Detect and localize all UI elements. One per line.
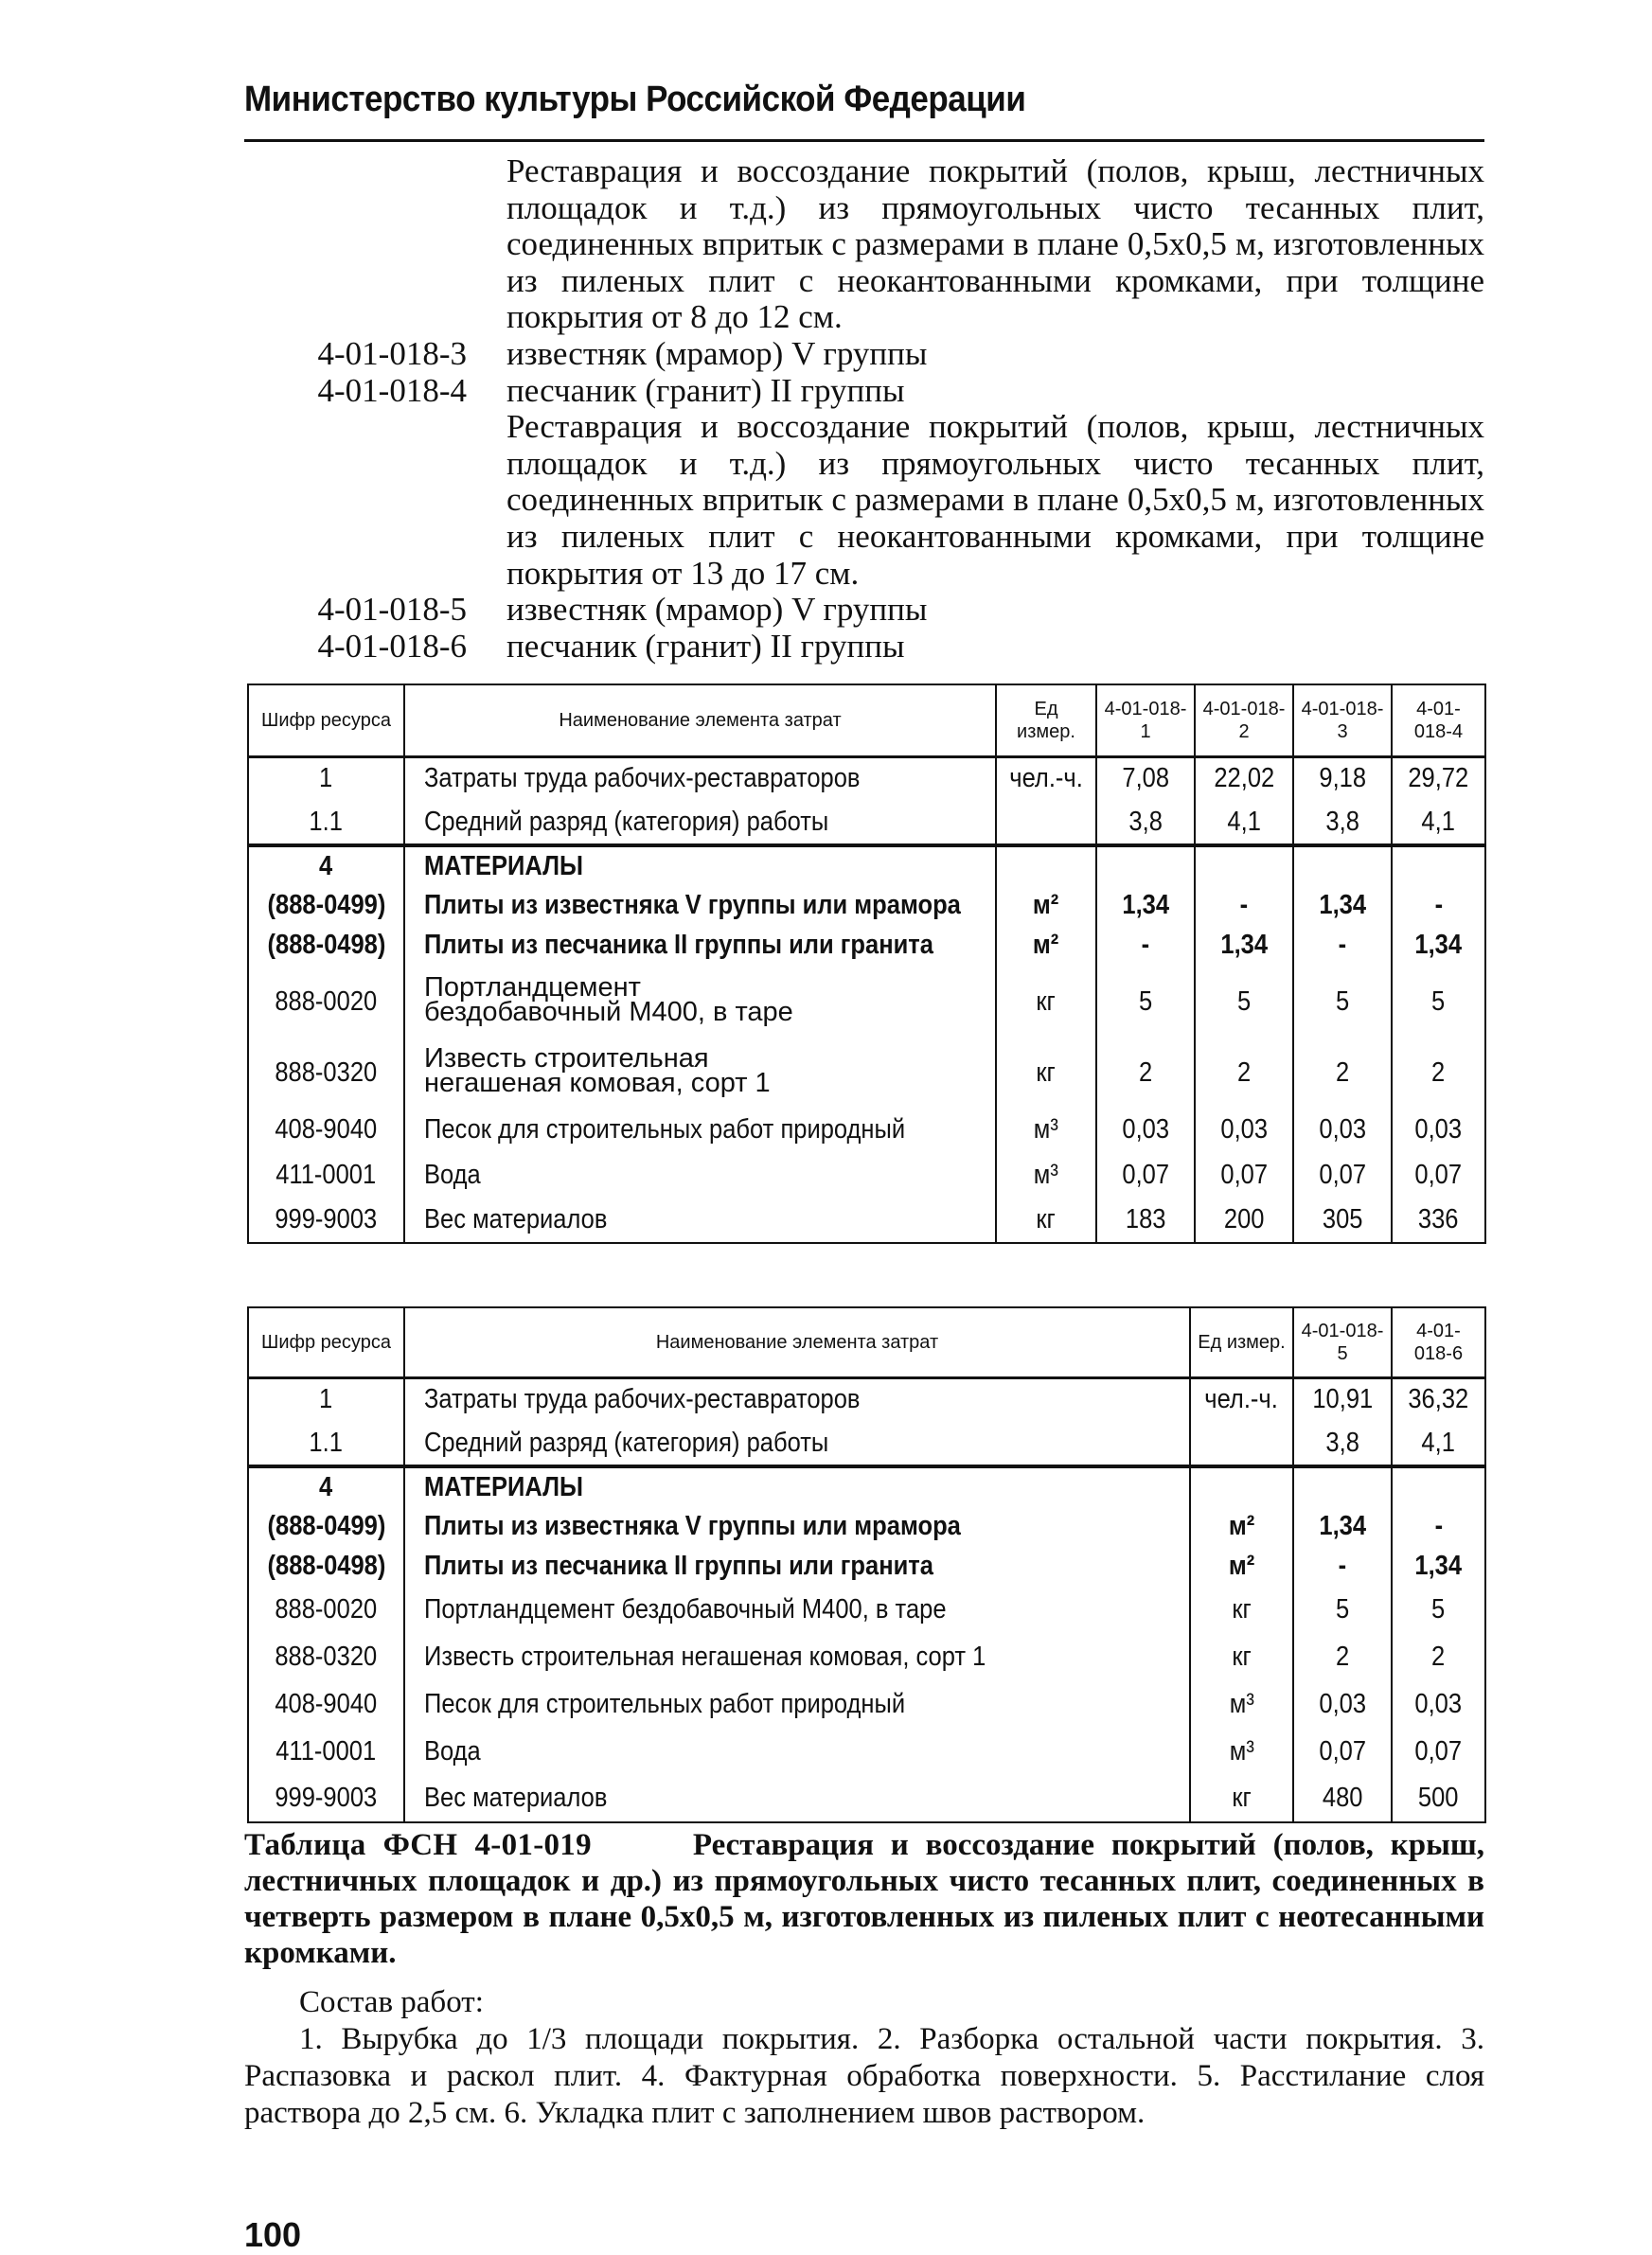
page-number: 100 (244, 2215, 302, 2254)
cell-name-text: Портландцемент бездобавочный М400, в таре (424, 1593, 947, 1625)
cell-name-text: Портландцемент бездобавочный М400, в таре (424, 972, 793, 1027)
cell-value-text: 4,1 (1421, 806, 1456, 837)
cell-name-text: Затраты труда рабочих-реставраторов (424, 763, 861, 794)
table-row (248, 925, 1485, 965)
cell-name (404, 1680, 1190, 1728)
cell-unit (996, 1198, 1096, 1243)
cell-code-text: (888-0498) (267, 1550, 385, 1581)
table-row (248, 756, 1485, 800)
cell-name-text: МАТЕРИАЛЫ (424, 850, 584, 881)
cell-value-text: 1,34 (1319, 1510, 1366, 1541)
cell-value (1293, 1198, 1392, 1243)
cell-code (248, 925, 404, 965)
cell-code (248, 756, 404, 800)
cell-value-text: 0,03 (1414, 1113, 1463, 1145)
cell-code-text: 888-0020 (275, 1593, 378, 1625)
cell-code (248, 1039, 404, 1107)
cell-value (1195, 1198, 1293, 1243)
header-col: 4-01-018-1 (1096, 684, 1195, 756)
cell-value (1392, 1633, 1485, 1680)
cell-code-text: 999-9003 (275, 1204, 378, 1234)
cell-value (1392, 1107, 1485, 1152)
cell-name (404, 1039, 996, 1107)
cell-value (1392, 756, 1485, 800)
intro-item-code: 4-01-018-5 (317, 591, 467, 629)
cell-value (1293, 1421, 1392, 1466)
cell-code-text: (888-0498) (267, 929, 385, 960)
cell-value (1096, 845, 1195, 885)
cell-value-text: 0,03 (1414, 1688, 1463, 1719)
cell-value (1293, 1775, 1392, 1822)
cell-unit (996, 845, 1096, 885)
cell-unit-text: м³ (1033, 1113, 1059, 1145)
cell-value (1195, 1039, 1293, 1107)
cell-unit-text: м³ (1229, 1688, 1254, 1719)
cell-name-text: Вода (424, 1735, 481, 1767)
page-header: Министерство культуры Российской Федерации (244, 80, 1026, 119)
work-title: Состав работ: (299, 1985, 484, 2019)
cell-unit (996, 1039, 1096, 1107)
cell-value-text: - (1141, 929, 1150, 960)
cell-name-text: МАТЕРИАЛЫ (424, 1471, 584, 1502)
cell-value-text: 2 (1236, 1056, 1252, 1088)
cell-unit-text: чел.-ч. (1204, 1384, 1279, 1415)
cell-value (1392, 1546, 1485, 1586)
header-rule (244, 139, 1484, 142)
cell-value-text: 1,34 (1122, 889, 1169, 920)
cell-code-text: 888-0020 (275, 985, 378, 1017)
cell-value-text: 5 (1335, 985, 1350, 1017)
cell-unit-text: чел.-ч. (1009, 763, 1083, 794)
cell-value (1195, 925, 1293, 965)
cell-value (1293, 925, 1392, 965)
cell-value-text: 0,07 (1122, 1159, 1169, 1190)
cell-code-text: 408-9040 (275, 1688, 378, 1719)
cell-value-text: 5 (1236, 985, 1252, 1017)
cell-name (404, 965, 996, 1039)
cell-value (1195, 845, 1293, 885)
cell-value-text: 9,18 (1319, 763, 1366, 794)
cell-value (1392, 1039, 1485, 1107)
cell-name (404, 925, 996, 965)
cell-value-text: 0,07 (1319, 1735, 1366, 1767)
cell-code-text: (888-0499) (267, 889, 385, 920)
cell-value (1293, 1107, 1392, 1152)
header-code: Шифр ресурса (248, 684, 404, 756)
cell-code-text: 4 (319, 1471, 333, 1502)
cell-value (1195, 1152, 1293, 1198)
cell-value (1293, 1633, 1392, 1680)
table-row (248, 1680, 1485, 1728)
cell-value-text: 1,34 (1414, 929, 1463, 960)
cell-value (1096, 1152, 1195, 1198)
cell-code (248, 800, 404, 845)
cell-code-text: 411-0001 (275, 1735, 377, 1767)
cell-name-text: Средний разряд (категория) работы (424, 806, 829, 837)
header-name: Наименование элемента затрат (404, 684, 996, 756)
cell-name (404, 885, 996, 925)
cell-value (1293, 1377, 1392, 1421)
caption-text: Реставрация и воссоздание покрытий (полов, крыш, лестничных площадок и др.) из прямоугольных чисто тесанных плит, соединенных в четверть размером в плане 0,5х0,5 м, изготовленных из пиленых плит с неотесанными кромками. (244, 1828, 1485, 1970)
intro-item-text: песчаник (гранит) II группы (506, 627, 905, 665)
work-text: 1. Вырубка до 1/3 площади покрытия. 2. Разборка остальной части покрытия. 3. Распазовка и раскол плит. 4. Фактурная обработка поверхности. 5. Расстилание слоя раствора до 2,5 см. 6. Укладка плит с заполнением швов раствором. (244, 2022, 1484, 2130)
cell-value-text: 2 (1431, 1056, 1446, 1088)
header-unit: Ед измер. (1190, 1307, 1293, 1377)
cell-value (1096, 965, 1195, 1039)
cell-code (248, 1152, 404, 1198)
table-row (248, 1775, 1485, 1822)
table-row (248, 885, 1485, 925)
cell-name (404, 1107, 996, 1152)
cell-unit (1190, 1775, 1293, 1822)
cell-value (1195, 800, 1293, 845)
cell-code (248, 1633, 404, 1680)
cell-value-text: 2 (1138, 1056, 1153, 1088)
cell-unit-text: кг (1232, 1593, 1252, 1625)
cell-value-text: 4,1 (1227, 806, 1261, 837)
cell-name-text: Средний разряд (категория) работы (424, 1427, 829, 1458)
cell-value-text: 2 (1335, 1056, 1350, 1088)
cell-value-text: 336 (1418, 1204, 1459, 1234)
table-row (248, 845, 1485, 885)
table-row (248, 965, 1485, 1039)
cell-value (1096, 1107, 1195, 1152)
cell-value-text: 36,32 (1408, 1384, 1469, 1415)
cell-value (1293, 965, 1392, 1039)
cell-value (1392, 1466, 1485, 1506)
cell-value-text: 3,8 (1325, 806, 1359, 837)
cell-name-text: Вода (424, 1159, 481, 1190)
resource-table-1 (247, 684, 1486, 1244)
intro-paragraph-row (244, 409, 1484, 592)
cell-unit-text: м² (1228, 1510, 1255, 1541)
cell-name (404, 756, 996, 800)
caption-label: Таблица ФСН 4-01-019 (244, 1828, 592, 1862)
cell-code (248, 965, 404, 1039)
cell-value-text: 29,72 (1408, 763, 1469, 794)
header-unit: Ед измер. (996, 684, 1096, 756)
cell-unit (1190, 1728, 1293, 1775)
cell-code (248, 1586, 404, 1633)
intro-item-code: 4-01-018-6 (317, 627, 467, 665)
cell-code (248, 1506, 404, 1546)
cell-unit (1190, 1466, 1293, 1506)
cell-unit-text: кг (1036, 1204, 1057, 1234)
intro-item (244, 373, 1484, 410)
cell-code-text: 1.1 (309, 1427, 344, 1458)
cell-code (248, 1198, 404, 1243)
cell-value-text: 0,03 (1122, 1113, 1169, 1145)
cell-value (1195, 1107, 1293, 1152)
cell-name (404, 1152, 996, 1198)
cell-value (1096, 800, 1195, 845)
cell-value-text: 3,8 (1128, 806, 1163, 837)
cell-code (248, 1728, 404, 1775)
cell-unit (996, 1152, 1096, 1198)
cell-value (1293, 1152, 1392, 1198)
cell-unit-text: м² (1033, 929, 1059, 960)
cell-value-text: 2 (1431, 1641, 1446, 1672)
header-col: 4-01-018-2 (1195, 684, 1293, 756)
cell-name-text: Песок для строительных работ природный (424, 1113, 906, 1145)
cell-value (1293, 1039, 1392, 1107)
cell-value (1293, 1586, 1392, 1633)
cell-value-text: 0,07 (1220, 1159, 1268, 1190)
cell-value-text: 0,07 (1414, 1735, 1463, 1767)
cell-unit-text: кг (1232, 1641, 1252, 1672)
cell-name-text: Плиты из известняка V группы или мрамора (424, 889, 961, 920)
cell-name-text: Плиты из песчаника II группы или гранита (424, 1550, 934, 1581)
cell-code-text: 888-0320 (275, 1641, 378, 1672)
cell-unit-text: м³ (1229, 1735, 1254, 1767)
table-row (248, 1198, 1485, 1243)
cell-code-text: 1 (319, 1384, 333, 1415)
cell-value (1096, 885, 1195, 925)
cell-value-text: 4,1 (1421, 1427, 1456, 1458)
cell-name (404, 800, 996, 845)
cell-code-text: 1.1 (309, 806, 344, 837)
cell-unit (1190, 1377, 1293, 1421)
intro-paragraph-2: Реставрация и воссоздание покрытий (полов, крыш, лестничных площадок и т.д.) из прямоугольных чисто тесанных плит, соединенных впритык с размерами в плане 0,5х0,5 м, изготовленных из пиленых плит с неокантованными кромками, при толщине покрытия от 13 до 17 см. (506, 408, 1484, 592)
cell-name (404, 1421, 1190, 1466)
cell-unit-text: кг (1036, 1056, 1057, 1088)
cell-name-text: Известь строительная негашеная комовая, сорт 1 (424, 1641, 986, 1672)
table-row (248, 1728, 1485, 1775)
cell-value (1293, 1728, 1392, 1775)
table-caption (244, 1827, 1484, 1971)
cell-code-text: 411-0001 (275, 1159, 377, 1190)
cell-value (1293, 845, 1392, 885)
cell-value (1293, 1506, 1392, 1546)
cell-name (404, 1377, 1190, 1421)
intro-item-text: известняк (мрамор) V группы (506, 334, 928, 372)
cell-unit (1190, 1546, 1293, 1586)
cell-value (1293, 800, 1392, 845)
intro-paragraph-row (244, 153, 1484, 336)
cell-value (1293, 885, 1392, 925)
work-composition (244, 1984, 1484, 2132)
cell-value (1195, 965, 1293, 1039)
cell-unit (1190, 1680, 1293, 1728)
cell-value (1392, 1421, 1485, 1466)
cell-unit-text: кг (1232, 1783, 1252, 1813)
cell-unit (1190, 1633, 1293, 1680)
cell-code (248, 1775, 404, 1822)
header-col: 4-01-018-3 (1293, 684, 1392, 756)
cell-value-text: 480 (1322, 1783, 1363, 1813)
cell-value (1392, 1775, 1485, 1822)
cell-name (404, 1586, 1190, 1633)
cell-value-text: 0,03 (1319, 1688, 1366, 1719)
cell-name-text: Плиты из известняка V группы или мрамора (424, 1510, 961, 1541)
cell-value-text: - (1239, 889, 1249, 920)
cell-unit-text: кг (1036, 985, 1057, 1017)
cell-value (1392, 1506, 1485, 1546)
intro-item-code: 4-01-018-4 (317, 371, 467, 409)
intro-section (244, 153, 1484, 665)
cell-unit (996, 1107, 1096, 1152)
cell-value (1392, 845, 1485, 885)
table-row (248, 1633, 1485, 1680)
cell-unit (1190, 1506, 1293, 1546)
cell-code (248, 1421, 404, 1466)
intro-item-text: песчаник (гранит) II группы (506, 371, 905, 409)
header-name: Наименование элемента затрат (404, 1307, 1190, 1377)
cell-value (1195, 885, 1293, 925)
cell-code-text: 888-0320 (275, 1056, 378, 1088)
cell-value (1293, 1680, 1392, 1728)
cell-code (248, 1377, 404, 1421)
cell-code (248, 1680, 404, 1728)
cell-value (1392, 1152, 1485, 1198)
intro-paragraph-1: Реставрация и воссоздание покрытий (полов, крыш, лестничных площадок и т.д.) из прямоугольных чисто тесанных плит, соединенных впритык с размерами в плане 0,5х0,5 м, изготовленных из пиленых плит с неокантованными кромками, при толщине покрытия от 8 до 12 см. (506, 152, 1484, 336)
cell-value-text: 183 (1125, 1204, 1166, 1234)
cell-code (248, 1107, 404, 1152)
cell-name (404, 1775, 1190, 1822)
cell-value-text: 1,34 (1319, 889, 1366, 920)
cell-name-text: Песок для строительных работ природный (424, 1688, 906, 1719)
cell-value (1096, 756, 1195, 800)
cell-value (1293, 1546, 1392, 1586)
cell-unit-text: м² (1033, 889, 1059, 920)
cell-code-text: 4 (319, 850, 333, 881)
cell-value-text: 7,08 (1122, 763, 1169, 794)
cell-code-text: 999-9003 (275, 1783, 378, 1813)
cell-value-text: 5 (1335, 1593, 1350, 1625)
cell-value-text: 0,07 (1319, 1159, 1366, 1190)
cell-value-text: - (1434, 1510, 1443, 1541)
header-col: 4-01-018-4 (1392, 684, 1485, 756)
cell-value-text: 22,02 (1214, 763, 1274, 794)
cell-code-text: 408-9040 (275, 1113, 378, 1145)
cell-unit (996, 965, 1096, 1039)
cell-value-text: - (1338, 929, 1347, 960)
cell-value-text: 5 (1431, 985, 1446, 1017)
cell-value-text: 1,34 (1414, 1550, 1463, 1581)
cell-name-text: Затраты труда рабочих-реставраторов (424, 1384, 861, 1415)
cell-value-text: 200 (1223, 1204, 1265, 1234)
cell-name-text: Плиты из песчаника II группы или гранита (424, 929, 934, 960)
cell-value (1392, 885, 1485, 925)
cell-value-text: 3,8 (1325, 1427, 1359, 1458)
intro-item (244, 592, 1484, 629)
cell-value (1392, 1198, 1485, 1243)
cell-value-text: 305 (1322, 1204, 1363, 1234)
cell-name (404, 1506, 1190, 1546)
cell-value-text: 0,03 (1319, 1113, 1366, 1145)
header-col: 4-01-018-6 (1392, 1307, 1485, 1377)
cell-code-text: 1 (319, 763, 333, 794)
cell-value (1392, 1377, 1485, 1421)
cell-code (248, 845, 404, 885)
cell-code-text: (888-0499) (267, 1510, 385, 1541)
cell-unit (996, 800, 1096, 845)
cell-value-text: 500 (1418, 1783, 1459, 1813)
table-row (248, 1152, 1485, 1198)
table-row (248, 1039, 1485, 1107)
intro-item-text: известняк (мрамор) V группы (506, 591, 928, 629)
cell-name-text: Вес материалов (424, 1783, 608, 1813)
table-row (248, 1107, 1485, 1152)
cell-unit (996, 925, 1096, 965)
cell-name (404, 1728, 1190, 1775)
cell-value-text: 5 (1138, 985, 1153, 1017)
cell-unit (1190, 1586, 1293, 1633)
cell-name (404, 1633, 1190, 1680)
cell-unit-text: м³ (1033, 1159, 1059, 1190)
cell-code (248, 1546, 404, 1586)
cell-value-text: - (1434, 889, 1443, 920)
cell-name-text: Известь строительная негашеная комовая, сорт 1 (424, 1043, 771, 1098)
cell-code (248, 1466, 404, 1506)
cell-code (248, 885, 404, 925)
cell-name (404, 845, 996, 885)
cell-value (1392, 1586, 1485, 1633)
intro-item-code: 4-01-018-3 (317, 334, 467, 372)
cell-value-text: 1,34 (1220, 929, 1268, 960)
cell-value-text: 10,91 (1312, 1384, 1373, 1415)
table-row (248, 1421, 1485, 1466)
table-row (248, 1466, 1485, 1506)
cell-name-text: Вес материалов (424, 1204, 608, 1234)
cell-value-text: 2 (1335, 1641, 1350, 1672)
cell-value (1392, 925, 1485, 965)
cell-value (1392, 1728, 1485, 1775)
table-row (248, 1546, 1485, 1586)
table-row (248, 1586, 1485, 1633)
cell-value (1293, 756, 1392, 800)
cell-unit (996, 756, 1096, 800)
header-code: Шифр ресурса (248, 1307, 404, 1377)
cell-value-text: 0,03 (1220, 1113, 1268, 1145)
table-row (248, 1506, 1485, 1546)
cell-name (404, 1546, 1190, 1586)
intro-item (244, 336, 1484, 373)
table-row (248, 1377, 1485, 1421)
cell-value (1096, 1039, 1195, 1107)
cell-value (1293, 1466, 1392, 1506)
resource-table-2 (247, 1306, 1486, 1823)
cell-unit (1190, 1421, 1293, 1466)
cell-value (1096, 1198, 1195, 1243)
cell-name (404, 1466, 1190, 1506)
cell-value (1392, 800, 1485, 845)
cell-value (1392, 1680, 1485, 1728)
cell-unit-text: м² (1228, 1550, 1255, 1581)
table-row (248, 800, 1485, 845)
cell-value (1392, 965, 1485, 1039)
cell-value (1195, 756, 1293, 800)
cell-value (1096, 925, 1195, 965)
header-col: 4-01-018-5 (1293, 1307, 1392, 1377)
cell-name (404, 1198, 996, 1243)
intro-item (244, 629, 1484, 666)
cell-value-text: 5 (1431, 1593, 1446, 1625)
cell-value-text: - (1338, 1550, 1347, 1581)
cell-value-text: 0,07 (1414, 1159, 1463, 1190)
